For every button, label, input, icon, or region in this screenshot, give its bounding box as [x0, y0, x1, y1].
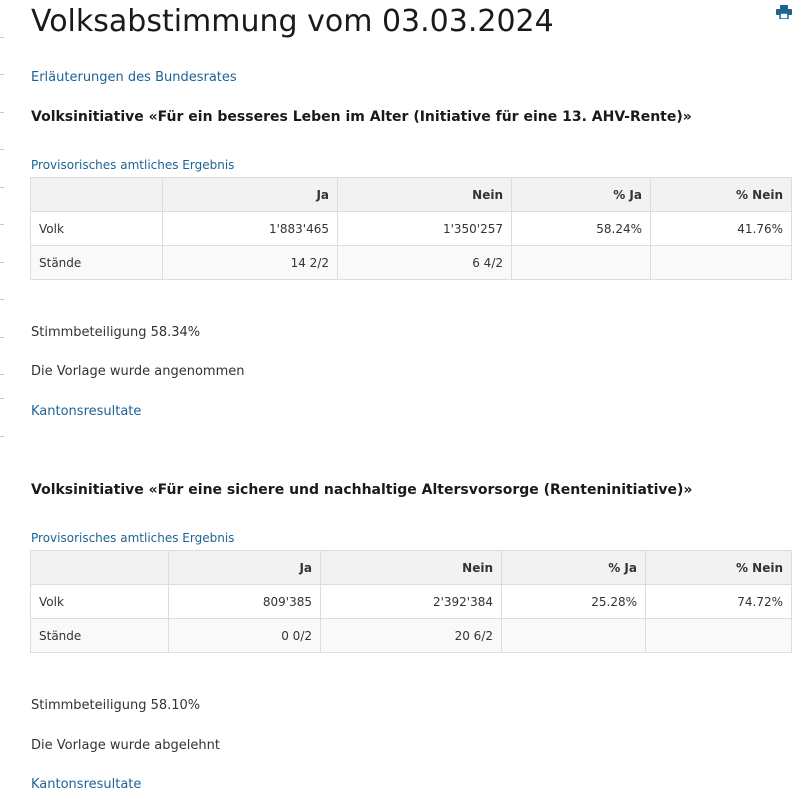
table-cell: 2'392'384 [321, 585, 502, 619]
table-cell: 1'350'257 [338, 212, 512, 246]
edge-tick [0, 187, 4, 188]
table-cell: 20 6/2 [321, 619, 502, 653]
edge-tick [0, 74, 4, 75]
column-header: % Nein [651, 178, 792, 212]
result-caption: Provisorisches amtliches Ergebnis [31, 158, 235, 172]
edge-tick [0, 337, 4, 338]
column-header: % Ja [512, 178, 651, 212]
edge-tick [0, 112, 4, 113]
column-header: Nein [321, 551, 502, 585]
table-header-row [31, 178, 792, 212]
table-cell: 14 2/2 [163, 246, 338, 280]
edge-tick [0, 224, 4, 225]
vote-title: Volksinitiative «Für eine sichere und nachhaltige Altersvorsorge (Renteninitiative)» [31, 482, 693, 498]
result-caption: Provisorisches amtliches Ergebnis [31, 531, 235, 545]
table-cell: 6 4/2 [338, 246, 512, 280]
table-cell [512, 246, 651, 280]
table-cell: Volk [31, 585, 169, 619]
canton-results-link[interactable]: Kantonsresultate [31, 404, 142, 419]
table-row [31, 619, 792, 653]
column-header: Ja [169, 551, 321, 585]
column-header: % Ja [502, 551, 646, 585]
edge-tick [0, 436, 4, 437]
outcome-text: Die Vorlage wurde angenommen [31, 364, 245, 379]
print-icon[interactable] [776, 5, 792, 19]
table-cell: Stände [31, 619, 169, 653]
column-header: % Nein [646, 551, 792, 585]
edge-tick [0, 262, 4, 263]
result-table [30, 177, 792, 280]
explanation-link[interactable]: Erläuterungen des Bundesrates [31, 70, 237, 85]
table-cell: 1'883'465 [163, 212, 338, 246]
turnout-text: Stimmbeteiligung 58.34% [31, 325, 201, 340]
table-row [31, 585, 792, 619]
table-cell: 809'385 [169, 585, 321, 619]
table-header-row [31, 551, 792, 585]
edge-tick [0, 374, 4, 375]
edge-tick [0, 149, 4, 150]
column-header [31, 551, 169, 585]
table-cell: 0 0/2 [169, 619, 321, 653]
table-row [31, 212, 792, 246]
vote-title: Volksinitiative «Für ein besseres Leben im Alter (Initiative für eine 13. AHV-Rente)» [31, 109, 692, 125]
table-row [31, 246, 792, 280]
table-cell: 41.76% [651, 212, 792, 246]
outcome-text: Die Vorlage wurde abgelehnt [31, 738, 220, 753]
column-header: Nein [338, 178, 512, 212]
column-header: Ja [163, 178, 338, 212]
turnout-text: Stimmbeteiligung 58.10% [31, 698, 201, 713]
table-cell: 58.24% [512, 212, 651, 246]
edge-tick [0, 299, 4, 300]
table-cell [502, 619, 646, 653]
column-header [31, 178, 163, 212]
result-table [30, 550, 792, 653]
edge-tick [0, 398, 4, 399]
table-cell [646, 619, 792, 653]
edge-tick [0, 37, 4, 38]
table-cell: 25.28% [502, 585, 646, 619]
page-title: Volksabstimmung vom 03.03.2024 [31, 4, 554, 39]
table-cell [651, 246, 792, 280]
table-cell: 74.72% [646, 585, 792, 619]
table-cell: Stände [31, 246, 163, 280]
table-cell: Volk [31, 212, 163, 246]
canton-results-link[interactable]: Kantonsresultate [31, 777, 142, 792]
